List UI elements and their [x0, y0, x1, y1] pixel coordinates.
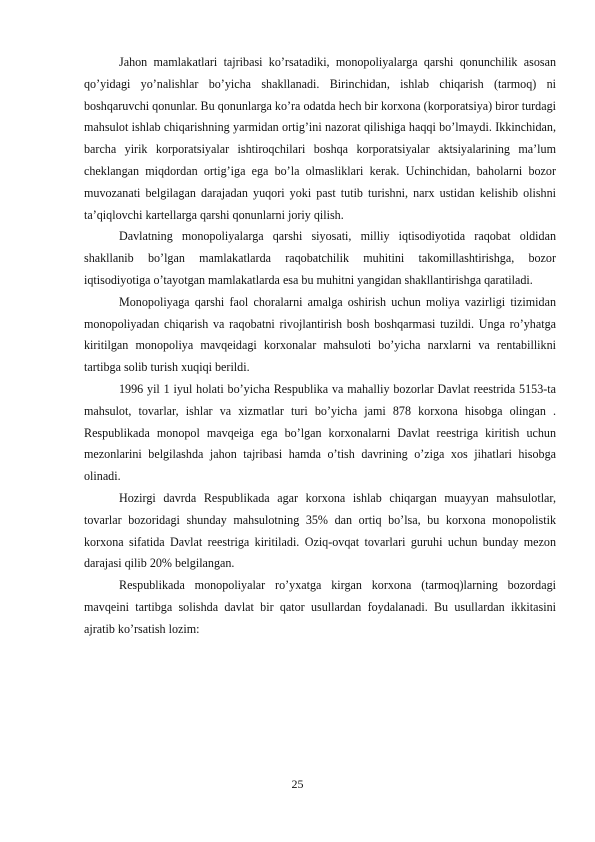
page-number: 25 — [291, 777, 304, 791]
document-body — [84, 52, 556, 641]
paragraph-antimonopoly-directions: Jahon mamlakatlari tajribasi ko’rsatadiki, monopoliyalarga qarshi qonunchilik asosan qo’yidagi yo’nalishlar bo’yicha shakllanadi. Birinchidan, ishlab chiqarish (tarmoq) ni boshqaruvchi qonunlar. Bu qonunlarga ko’ra odatda hech bir korxona (korporatsiya) biror turdagi mahsulot ishlab chiqarishning yarmidan ortig’ini nazorat qilishiga haqqi bo’lmaydi. Ikkinchidan, barcha yirik korporatsiyalar ishtiroqchilari boshqa korporatsiyalar aktsiyalarining ma’lum cheklangan miqdordan ortig’iga ega bo’la olmasliklari kerak. Uchinchidan, baholarni bozor muvozanati belgilagan darajadan yuqori yoki past tutib turishni, narx ustidan kelishib olishni ta’qiqlovchi kartellarga qarshi qonunlarni joriy qilish. — [84, 55, 556, 222]
paragraph-regulation-methods: Respublikada monopoliyalar ro’yxatga kirgan korxona (tarmoq)larning bozordagi mavqeini tartibga solishda davlat bir qator usullardan foydalanadi. Bu usullardan ikkitasini ajratib ko’rsatish lozim: — [84, 578, 556, 636]
paragraph-state-policy: Davlatning monopoliyalarga qarshi siyosati, milliy iqtisodiyotida raqobat oldidan shakllanib bo’lgan mamlakatlarda raqobatchilik muhitini takomillashtirishga, bozor iqtisodiyotiga o’tayotgan mamlakatlarda esa bu muhitni yangidan shakllantirishga qaratiladi. — [84, 229, 556, 287]
paragraph-ministry-measures: Monopoliyaga qarshi faol choralarni amalga oshirish uchun moliya vazirligi tizimidan monopoliyadan chiqarish va raqobatni rivojlantirish bosh boshqarmasi tuzildi. Unga ro’yhatga kiritilgan monopoliya mavqeidagi korxonalar mahsuloti bo’yicha narxlarni va rentabillikni tartibga solib turish xuqiqi berildi. — [84, 294, 556, 375]
paragraph-state-register-1996: 1996 yil 1 iyul holati bo’yicha Respublika va mahalliy bozorlar Davlat reestrida 5153-ta mahsulot, tovarlar, ishlar va xizmatlar turi bo’yicha jami 878 korxona hisobga olingan . Respublikada monopol mavqeiga ega bo’lgan korxonalarni Davlat reestriga kiritish uchun mezonlarini belgilashda jahon tajribasi hamda o’tish davrining o’ziga xos jihatlari hisobga olinadi. — [84, 381, 556, 484]
paragraph-market-share-criteria: Hozirgi davrda Respublikada agar korxona ishlab chiqargan muayyan mahsulotlar, tovarlar bozoridagi shunday mahsulotning 35% dan ortiq bo’lsa, bu korxona monopolistik korxona sifatida Davlat reestriga kiritiladi. Oziq-ovqat tovarlari guruhi uchun bunday mezon darajasi qilib 20% belgilangan. — [84, 490, 556, 571]
